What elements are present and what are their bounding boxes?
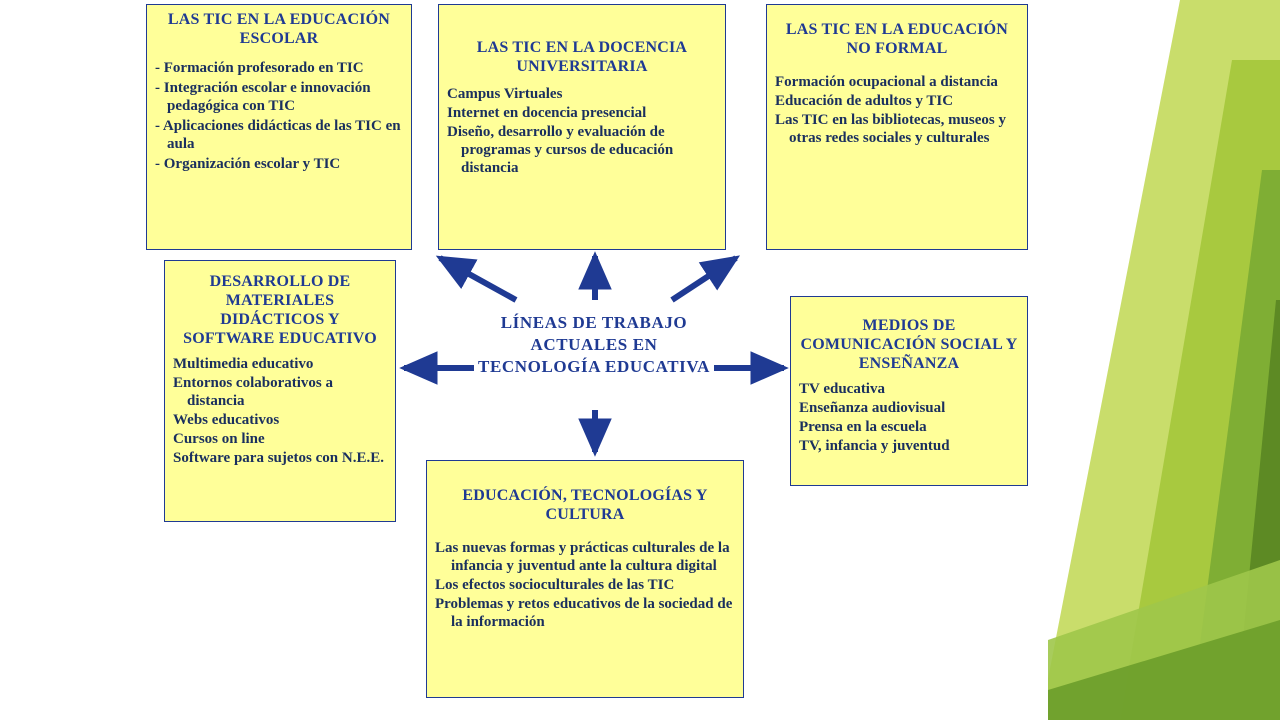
list-item: Campus Virtuales: [447, 85, 563, 102]
list-item: Multimedia educativo: [173, 355, 314, 372]
list-item: - Organización escolar y TIC: [155, 155, 341, 172]
box-medios-comunicacion-social[interactable]: [790, 296, 1028, 486]
box-title: LAS TIC EN LA EDUCACIÓN NO FORMAL: [785, 21, 1009, 57]
list-item: Los efectos socioculturales de las TIC: [435, 576, 675, 593]
box-tic-educacion-escolar[interactable]: [146, 4, 412, 250]
arrow-up-right: [672, 258, 736, 300]
list-item: - Aplicaciones didácticas de las TIC en aula: [155, 117, 401, 152]
box-item-list: [447, 85, 717, 177]
center-label: LÍNEAS DE TRABAJO ACTUALES EN TECNOLOGÍA EDUCATIVA: [478, 313, 710, 376]
box-tic-educacion-no-formal[interactable]: [766, 4, 1028, 250]
box-tic-docencia-universitaria[interactable]: [438, 4, 726, 250]
list-item: Prensa en la escuela: [799, 418, 927, 435]
box-item-list: [775, 73, 1019, 147]
list-item: Formación ocupacional a distancia: [775, 73, 998, 90]
list-item: Problemas y retos educativos de la sociedad de la información: [435, 595, 733, 630]
list-item: - Integración escolar e innovación pedagógica con TIC: [155, 79, 371, 114]
box-title: LAS TIC EN LA DOCENCIA UNIVERSITARIA: [476, 39, 688, 75]
list-item: - Formación profesorado en TIC: [155, 59, 364, 76]
box-title: DESARROLLO DE MATERIALES DIDÁCTICOS Y SOFTWARE EDUCATIVO: [183, 273, 377, 347]
list-item: Educación de adultos y TIC: [775, 92, 954, 109]
list-item: Diseño, desarrollo y evaluación de programas y cursos de educación distancia: [447, 123, 674, 176]
list-item: Cursos on line: [173, 430, 265, 447]
list-item: Software para sujetos con N.E.E.: [173, 449, 384, 466]
arrow-up-left: [440, 258, 516, 300]
list-item: Entornos colaborativos a distancia: [173, 374, 334, 409]
box-title: LAS TIC EN LA EDUCACIÓN ESCOLAR: [167, 11, 391, 47]
list-item: Enseñanza audiovisual: [799, 399, 946, 416]
box-item-list: [155, 59, 403, 173]
box-item-list: [173, 355, 387, 467]
list-item: Las TIC en las bibliotecas, museos y otras redes sociales y culturales: [775, 111, 1007, 146]
list-item: Internet en docencia presencial: [447, 104, 647, 121]
box-title: EDUCACIÓN, TECNOLOGÍAS Y CULTURA: [462, 487, 708, 523]
list-item: TV, infancia y juventud: [799, 437, 950, 454]
list-item: Webs educativos: [173, 411, 280, 428]
list-item: Las nuevas formas y prácticas culturales de la infancia y juventud ante la cultura digital: [435, 539, 730, 574]
box-item-list: [435, 539, 735, 631]
box-educacion-tecnologias-cultura[interactable]: [426, 460, 744, 698]
box-desarrollo-materiales-didacticos[interactable]: [164, 260, 396, 522]
box-title: MEDIOS DE COMUNICACIÓN SOCIAL Y ENSEÑANZA: [800, 317, 1018, 372]
box-item-list: [799, 380, 1019, 455]
list-item: TV educativa: [799, 380, 885, 397]
